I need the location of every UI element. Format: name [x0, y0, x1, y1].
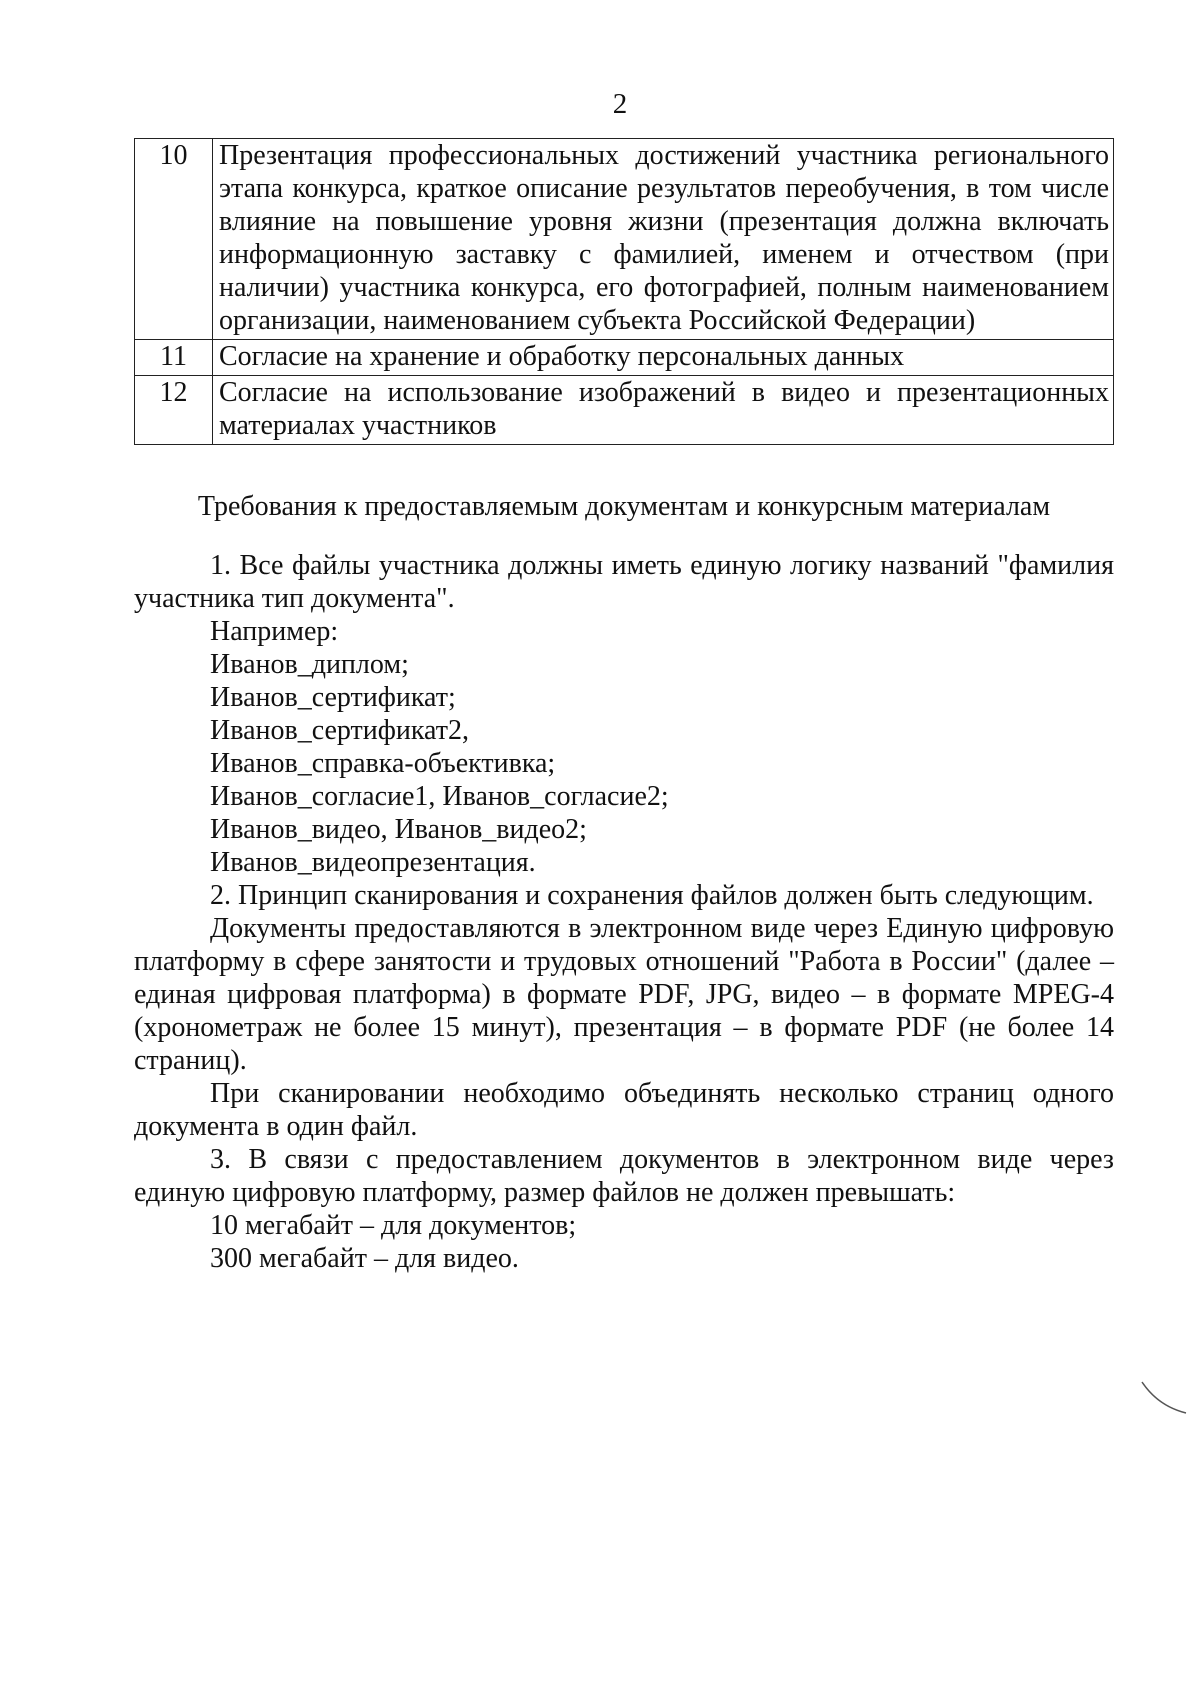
example-item: Иванов_сертификат2,: [210, 715, 469, 746]
paragraph-file-naming: 1. Все файлы участника должны иметь единую логику названий "фамилия участника тип документа".: [134, 550, 1114, 614]
paragraph-scanning-principle: 2. Принцип сканирования и сохранения файлов должен быть следующим.: [210, 880, 1094, 911]
example-item: Иванов_согласие1, Иванов_согласие2;: [210, 781, 669, 812]
example-item: Иванов_видео, Иванов_видео2;: [210, 814, 587, 845]
page-number: 2: [612, 88, 628, 120]
pen-stroke-mark: [1140, 1380, 1190, 1420]
paragraph-merge-pages: При сканировании необходимо объединять несколько страниц одного документа в один файл.: [134, 1078, 1114, 1142]
row-text: Согласие на использование изображений в видео и презентационных материалах участников: [213, 376, 1114, 445]
example-item: Иванов_сертификат;: [210, 682, 456, 713]
limit-video: 300 мегабайт – для видео.: [210, 1243, 519, 1274]
paragraph-size-limits: 3. В связи с предоставлением документов в электронном виде через единую цифровую платформу, размер файлов не должен превышать:: [134, 1144, 1114, 1208]
table-row: [135, 340, 1114, 376]
example-label: Например:: [210, 616, 339, 647]
row-text: Презентация профессиональных достижений участника регионального этапа конкурса, краткое описание результатов переобучения, в том числе влияние на повышение уровня жизни (презентация должна включать информационную заставку с фамилией, именем и отчеством (при наличии) участника конкурса, его фотографией, полным наименованием организации, наименованием субъекта Российской Федерации): [213, 139, 1114, 340]
example-item: Иванов_справка-объективка;: [210, 748, 556, 779]
table-row: [135, 139, 1114, 340]
limit-documents: 10 мегабайт – для документов;: [210, 1210, 577, 1241]
table-row: [135, 376, 1114, 445]
row-number: 10: [135, 139, 213, 340]
row-number: 11: [135, 340, 213, 376]
paragraph-submission-formats: Документы предоставляются в электронном виде через Единую цифровую платформу в сфере занятости и трудовых отношений "Работа в России" (далее – единая цифровая платформа) в формате PDF, JPG, видео – в формате MPEG-4 (хронометраж не более 15 минут), презентация – в формате PDF (не более 14 страниц).: [134, 913, 1114, 1076]
section-title: Требования к предоставляемым документам и конкурсным материалам: [197, 491, 1051, 522]
documents-table: [134, 138, 1114, 445]
row-text: Согласие на хранение и обработку персональных данных: [213, 340, 1114, 376]
row-number: 12: [135, 376, 213, 445]
example-item: Иванов_диплом;: [210, 649, 409, 680]
example-item: Иванов_видеопрезентация.: [210, 847, 536, 878]
document-body: [134, 490, 1114, 1275]
